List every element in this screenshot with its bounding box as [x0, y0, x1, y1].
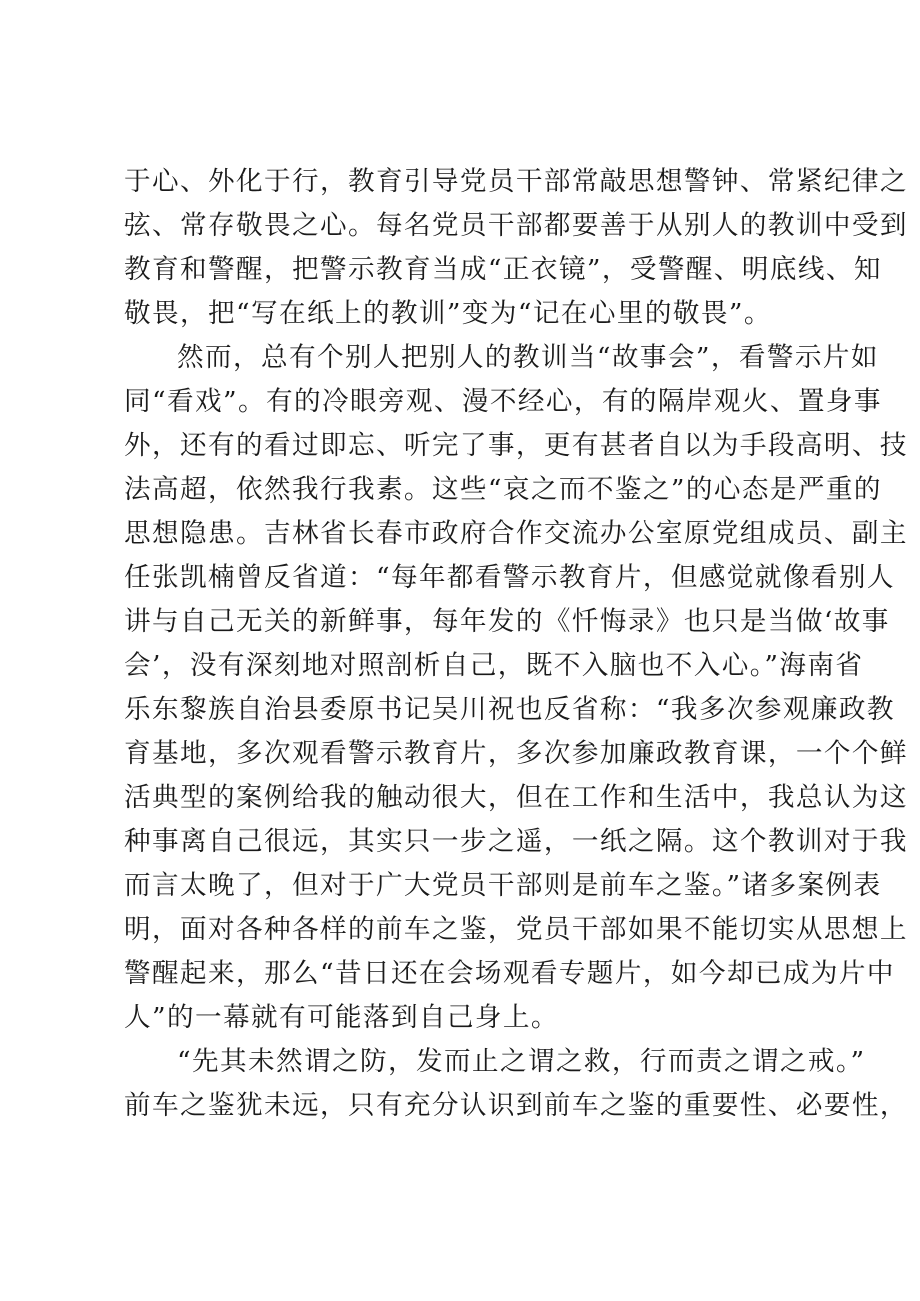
text-line: 于心、外化于行，教育引导党员干部常敲思想警钟、常紧纪律之 — [124, 166, 908, 197]
text-line: 然而，总有个别人把别人的教训当“故事会”，看警示片如 — [177, 342, 879, 373]
text-line: 乐东黎族自治县委原书记吴川祝也反省称：“我多次参观廉政教 — [124, 694, 895, 725]
paragraph — [124, 336, 908, 1040]
text-line: 活典型的案例给我的触动很大，但在工作和生活中，我总认为这 — [124, 782, 908, 813]
text-line: 法高超，依然我行我素。这些“哀之而不鉴之”的心态是严重的 — [124, 474, 882, 505]
paragraph — [124, 1040, 908, 1128]
text-line: 而言太晚了，但对于广大党员干部则是前车之鉴。”诸多案例表 — [124, 870, 882, 901]
text-line: 人”的一幕就有可能落到自己身上。 — [124, 1002, 559, 1033]
text-line: 弦、常存敬畏之心。每名党员干部都要善于从别人的教训中受到 — [124, 210, 908, 241]
text-line: 会’，没有深刻地对照剖析自己，既不入脑也不入心。”海南省 — [124, 650, 864, 681]
document-body — [124, 160, 908, 1128]
text-line: 警醒起来，那么“昔日还在会场观看专题片，如今却已成为片中 — [124, 958, 895, 989]
text-line: 明，面对各种各样的前车之鉴，党员干部如果不能切实从思想上 — [124, 914, 908, 945]
text-line: 前车之鉴犹未远，只有充分认识到前车之鉴的重要性、必要性， — [124, 1090, 908, 1121]
text-line: 育基地，多次观看警示教育片，多次参加廉政教育课，一个个鲜 — [124, 738, 908, 769]
text-line: 外，还有的看过即忘、听完了事，更有甚者自以为手段高明、技 — [124, 430, 908, 461]
text-line: 同“看戏”。有的冷眼旁观、漫不经心，有的隔岸观火、置身事 — [124, 386, 882, 417]
text-line: 敬畏，把“写在纸上的教训”变为“记在心里的敬畏”。 — [124, 298, 772, 329]
text-line: 思想隐患。吉林省长春市政府合作交流办公室原党组成员、副主 — [124, 518, 908, 549]
paragraph — [124, 160, 908, 336]
text-line: 种事离自己很远，其实只一步之遥，一纸之隔。这个教训对于我 — [124, 826, 908, 857]
text-line: 讲与自己无关的新鲜事，每年发的《忏悔录》也只是当做‘故事 — [124, 606, 890, 637]
text-line: “先其未然谓之防，发而止之谓之救，行而责之谓之戒。” — [177, 1046, 866, 1077]
text-line: 任张凯楠曾反省道：“每年都看警示教育片，但感觉就像看别人 — [124, 562, 895, 593]
text-line: 教育和警醒，把警示教育当成“正衣镜”，受警醒、明底线、知 — [124, 254, 882, 285]
